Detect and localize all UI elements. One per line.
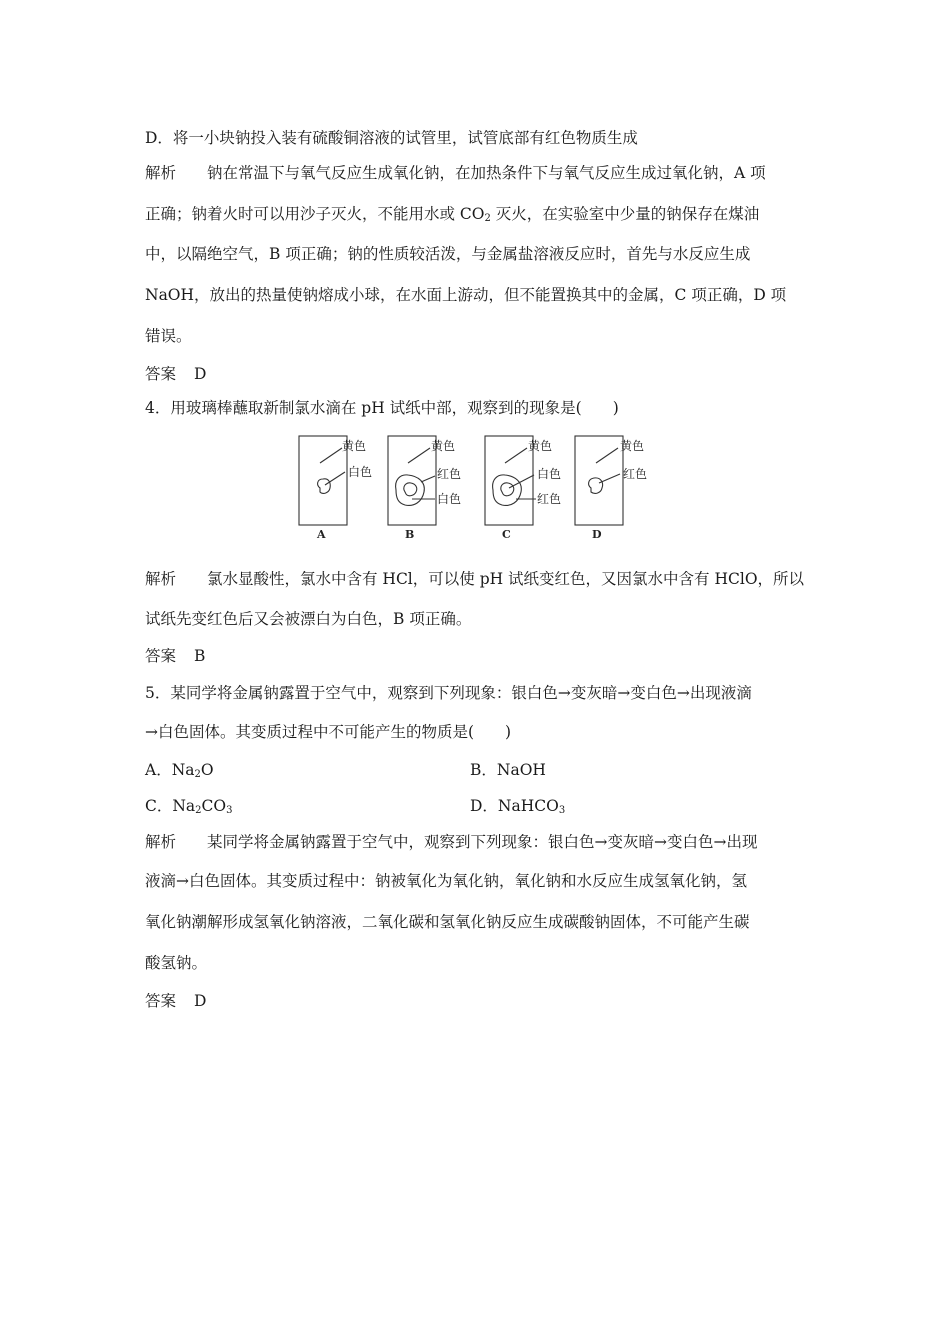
drop-spot-d <box>589 478 603 494</box>
q5-analysis-line: 氧化钠潮解形成氢氧化钠溶液，二氧化碳和氢氧化钠反应生成碳酸钠固体，不可能产生碳 <box>145 913 750 931</box>
answer-label: 答案 <box>145 365 177 383</box>
drop-spot-b-outer <box>396 475 425 506</box>
label-a-2: 白色 <box>348 465 373 479</box>
caption-a: A <box>317 528 326 541</box>
answer-line <box>145 363 206 385</box>
drop-spot-a <box>318 479 331 494</box>
caption-b: B <box>405 528 415 541</box>
analysis-label: 解析 <box>145 570 177 588</box>
q4-analysis-line: 解析 氯水显酸性，氯水中含有 HCl，可以使 pH 试纸变红色，又因氯水中含有 HClO，所以 <box>145 570 805 588</box>
label-b-3: 白色 <box>437 492 462 506</box>
answer-value: B <box>194 647 206 665</box>
caption-c: C <box>502 528 511 541</box>
analysis-label: 解析 <box>145 164 177 182</box>
option-a: A．$Na_2O$ <box>145 761 214 780</box>
analysis-label: 解析 <box>145 833 177 851</box>
drop-spot-c-inner <box>501 483 514 496</box>
answer-value: D <box>194 365 207 383</box>
q5-analysis-line: 液滴→白色固体。其变质过程中：钠被氧化为氧化钠，氧化钠和水反应生成氢氧化钠，氢 <box>145 872 747 890</box>
label-d-1: 黄色 <box>620 439 645 453</box>
option-b: B．NaOH <box>470 761 546 779</box>
label-a-1: 黄色 <box>342 439 367 453</box>
caption-d: D <box>592 528 602 541</box>
q5-analysis-line: 解析 某同学将金属钠露置于空气中，观察到下列现象：银白色→变灰暗→变白色→出现 <box>145 833 758 851</box>
q4-answer-line <box>145 645 205 667</box>
analysis-line: NaOH，放出的热量使钠熔成小球，在水面上游动，但不能置换其中的金属，C 项正确，D 项 <box>145 286 787 304</box>
analysis-line: 中，以隔绝空气，B 项正确；钠的性质较活泼，与金属盐溶液反应时，首先与水反应生成 <box>145 245 751 263</box>
drop-spot-b-inner <box>404 483 417 496</box>
question-4-stem: 4．用玻璃棒蘸取新制氯水滴在 pH 试纸中部，观察到的现象是( ) <box>145 399 619 417</box>
label-c-2: 白色 <box>537 467 562 481</box>
question-5-stem: →白色固体。其变质过程中不可能产生的物质是( ) <box>145 723 512 741</box>
analysis-line: 正确；钠着火时可以用沙子灭火，不能用水或 $CO_2$ 灭火，在实验室中少量的钠保存在煤油 <box>145 205 760 224</box>
analysis-line: 错误。 <box>145 327 192 345</box>
option-d: D．NaHCO$_3$ <box>470 797 566 816</box>
label-b-1: 黄色 <box>431 439 456 453</box>
label-b-2: 红色 <box>437 467 462 481</box>
answer-label: 答案 <box>145 992 177 1010</box>
option-d: D．将一小块钠投入装有硫酸铜溶液的试管里，试管底部有红色物质生成 <box>145 129 638 147</box>
ph-paper-figure <box>290 430 670 542</box>
option-c: C．$Na_2CO_3$ <box>145 797 233 816</box>
q5-analysis-line: 酸氢钠。 <box>145 954 208 972</box>
q5-answer-line <box>145 990 206 1012</box>
answer-value: D <box>194 992 207 1010</box>
analysis-line: 解析 钠在常温下与氧气反应生成氧化钠，在加热条件下与氧气反应生成过氧化钠，A 项 <box>145 164 766 182</box>
answer-label: 答案 <box>145 647 177 665</box>
label-d-2: 红色 <box>623 467 648 481</box>
question-5-stem: 5．某同学将金属钠露置于空气中，观察到下列现象：银白色→变灰暗→变白色→出现液滴 <box>145 684 752 702</box>
q4-analysis-line: 试纸先变红色后又会被漂白为白色，B 项正确。 <box>145 610 472 628</box>
label-c-3: 红色 <box>537 492 562 506</box>
label-c-1: 黄色 <box>528 439 553 453</box>
drop-spot-c-outer <box>493 475 522 506</box>
